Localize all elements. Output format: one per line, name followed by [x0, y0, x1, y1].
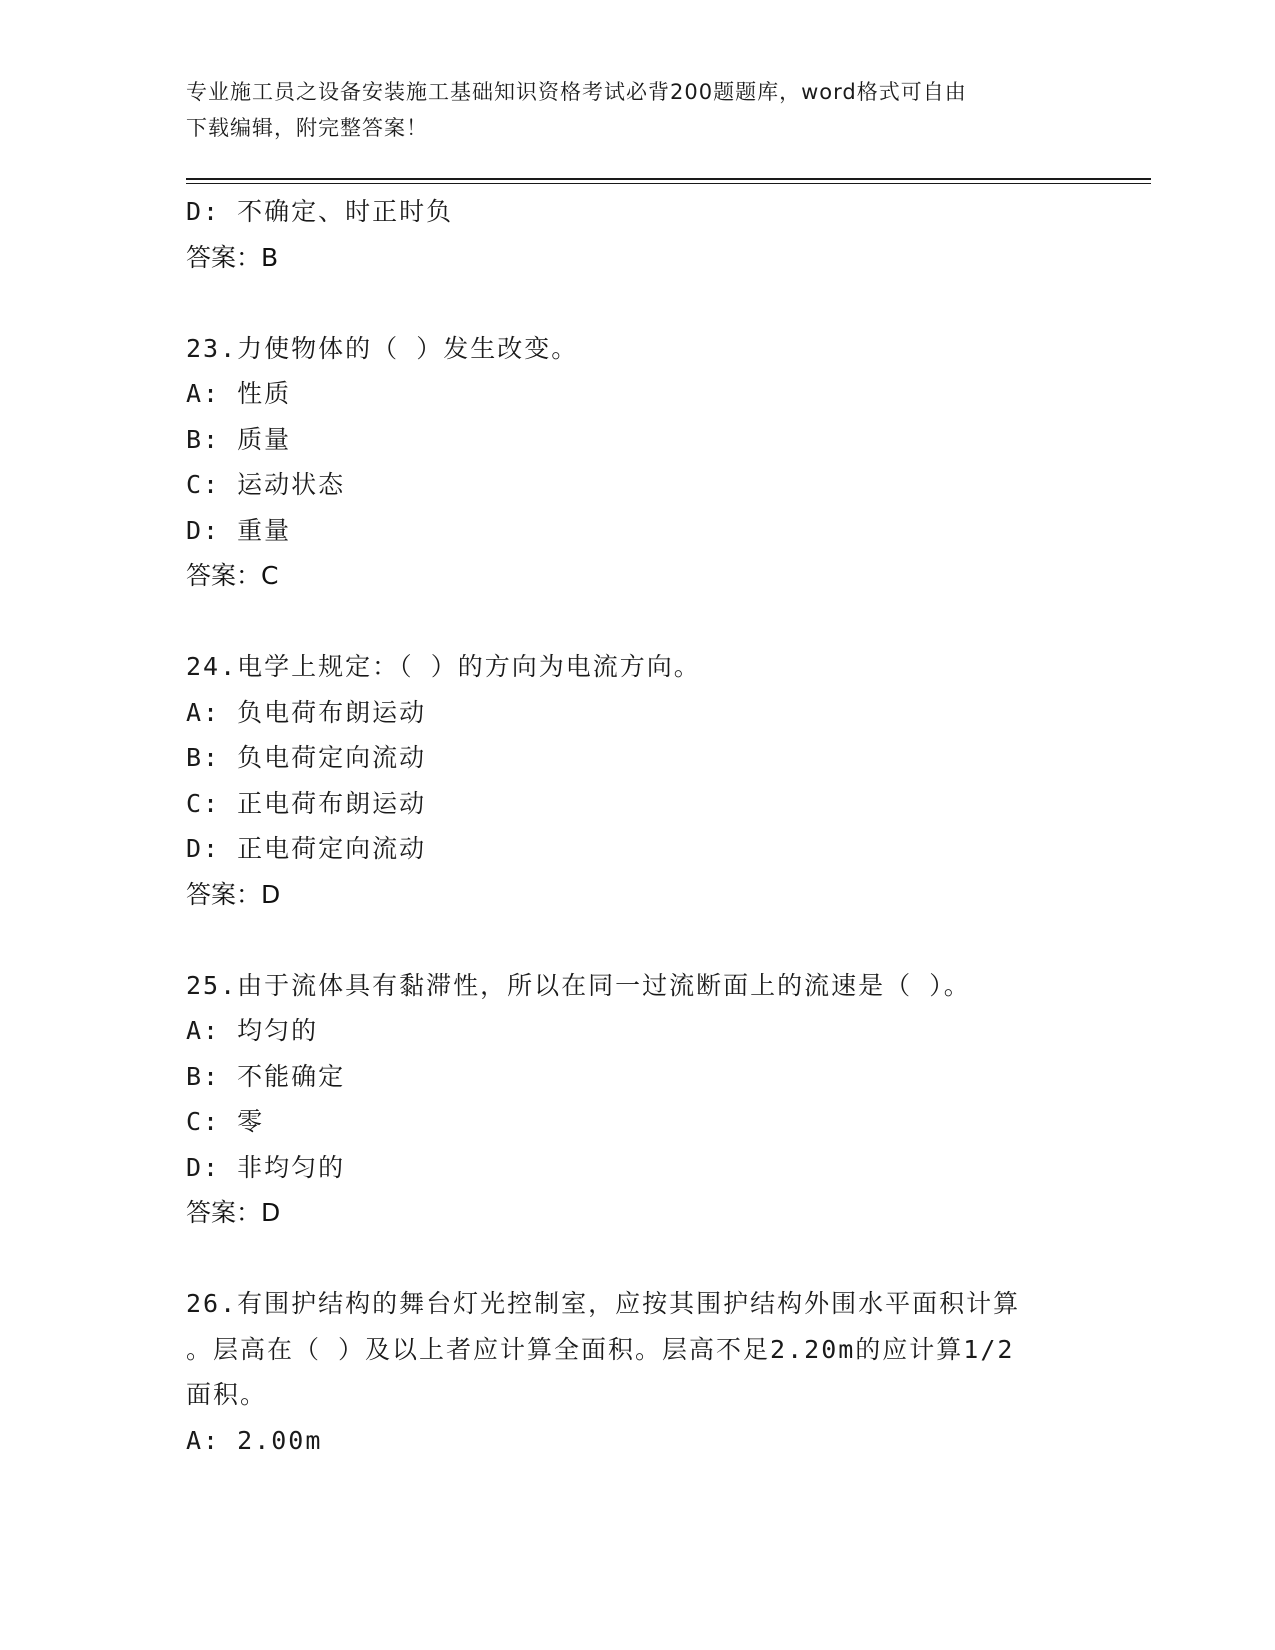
option-a: A: 负电荷布朗运动	[186, 697, 427, 727]
header-divider-thick	[186, 178, 1151, 180]
spacer	[186, 599, 1086, 645]
answer: 答案：D	[186, 1198, 281, 1227]
spacer	[186, 1236, 1086, 1282]
option-c: C: 运动状态	[186, 470, 346, 499]
answer: 答案：D	[186, 879, 281, 909]
document-header	[186, 74, 1066, 146]
question-23	[186, 326, 1086, 599]
question-text-line-1: 26.有围护结构的舞台灯光控制室，应按其围护结构外围水平面积计算	[186, 1289, 1021, 1318]
question-24	[186, 644, 1086, 917]
option-b: B: 质量	[186, 424, 292, 454]
option-a: A: 2.00m	[186, 1425, 323, 1455]
spacer	[186, 917, 1086, 963]
question-text: 24.电学上规定：（ ）的方向为电流方向。	[186, 652, 701, 681]
option-d: D: 重量	[186, 515, 292, 545]
option-a: A: 性质	[186, 379, 292, 408]
option-d: D: 正电荷定向流动	[186, 834, 427, 863]
option-b: B: 不能确定	[186, 1061, 346, 1091]
answer: 答案：C	[186, 561, 279, 590]
question-text: 25.由于流体具有黏滞性，所以在同一过流断面上的流速是（ ）。	[186, 970, 971, 1000]
question-26	[186, 1281, 1086, 1463]
header-divider-thin	[186, 183, 1151, 184]
option-b: B: 负电荷定向流动	[186, 743, 427, 772]
question-text-line-2: 。层高在（ ）及以上者应计算全面积。层高不足2.20m的应计算1/2	[186, 1334, 1015, 1364]
header-line-1: 专业施工员之设备安装施工基础知识资格考试必背200题题库，word格式可自由	[186, 80, 967, 104]
spacer	[186, 280, 1086, 326]
question-list	[186, 189, 1086, 1463]
option-c: C: 正电荷布朗运动	[186, 788, 427, 818]
option-d: D: 不确定、时正时负	[186, 197, 454, 226]
option-d: D: 非均匀的	[186, 1152, 346, 1182]
question-text: 23.力使物体的（ ）发生改变。	[186, 333, 579, 363]
question-22	[186, 189, 1086, 280]
option-c: C: 零	[186, 1107, 265, 1136]
question-25	[186, 963, 1086, 1236]
header-line-2: 下载编辑，附完整答案！	[186, 116, 428, 140]
option-a: A: 均匀的	[186, 1016, 319, 1045]
answer: 答案：B	[186, 242, 279, 272]
question-text-line-3: 面积。	[186, 1380, 268, 1409]
